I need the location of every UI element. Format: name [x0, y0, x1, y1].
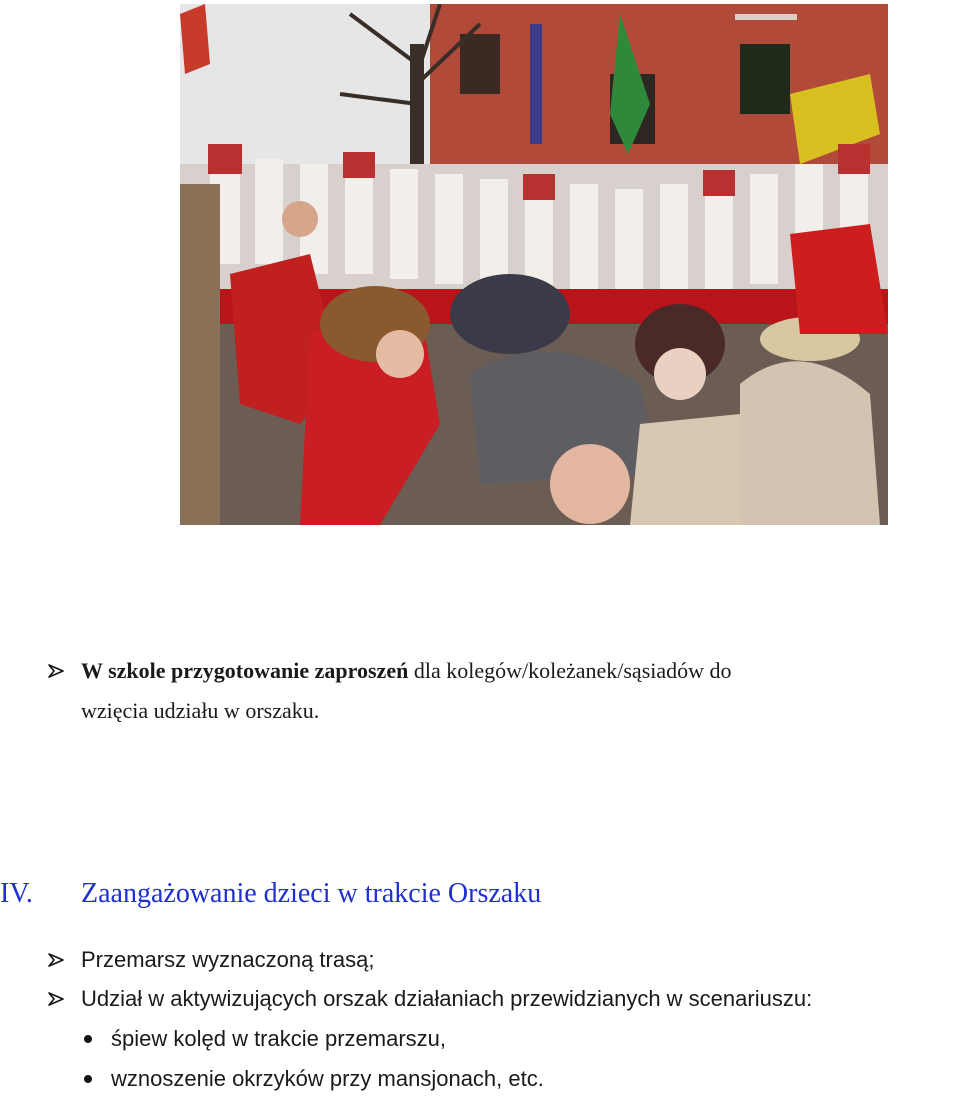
- bullet-invitations-bold: W szkole przygotowanie zaproszeń: [81, 658, 409, 683]
- bullet-invitations-rest: dla kolegów/koleżanek/sąsiadów do: [408, 658, 732, 683]
- bullet-invitations-line2: wzięcia udziału w orszaku.: [81, 698, 320, 723]
- bullet-march-text: Przemarsz wyznaczoną trasą;: [81, 947, 375, 972]
- sub-bullet-singing-text: śpiew kolęd w trakcie przemarszu,: [111, 1026, 447, 1051]
- section-number: IV.: [0, 878, 33, 909]
- sub-bullet-shouts-text: wznoszenie okrzyków przy mansjonach, etc.: [111, 1066, 544, 1091]
- dot-bullet-icon: [84, 1035, 92, 1043]
- bullet-activities-text: Udział w aktywizujących orszak działaniach przewidzianych w scenariuszu:: [81, 986, 813, 1011]
- arrow-bullet-icon: [46, 985, 68, 1013]
- dot-bullet-icon: [84, 1075, 92, 1083]
- arrow-bullet-icon: [46, 946, 68, 974]
- arrow-bullet-icon: [46, 657, 68, 685]
- event-photo: [180, 4, 888, 525]
- section-title: Zaangażowanie dzieci w trakcie Orszaku: [81, 878, 542, 909]
